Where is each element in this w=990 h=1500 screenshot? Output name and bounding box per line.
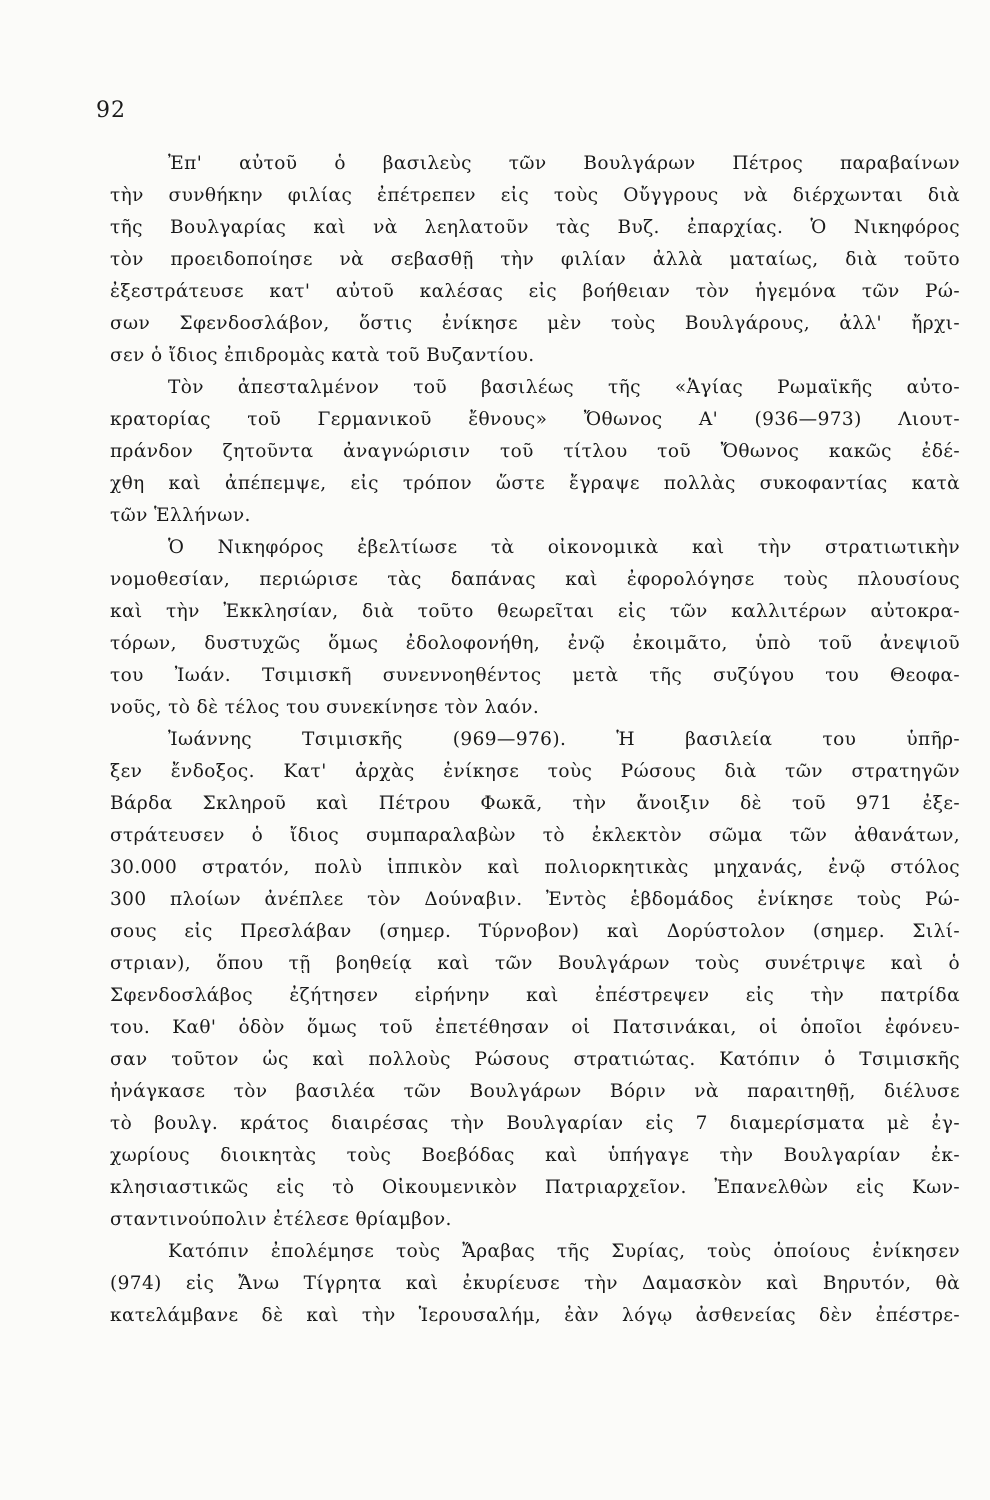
text-line: ἠνάγκασε τὸν βασιλέα τῶν Βουλγάρων Βόριν νὰ παραιτηθῇ, διέλυσε <box>110 1081 960 1102</box>
text-line: σαν τοῦτον ὡς καὶ πολλοὺς Ρώσους στρατιώτας. Κατόπιν ὁ Τσιμισκῆς <box>110 1049 960 1070</box>
text-line: τὴν συνθήκην φιλίας ἐπέτρεπεν εἰς τοὺς Οὔγγρους νὰ διέρχωνται διὰ <box>110 185 960 206</box>
section-heading-line: Ἰωάννης Τσιμισκῆς (969—976). Ἡ βασιλεία του ὑπῆρ- <box>168 729 960 750</box>
body-text <box>110 148 960 1332</box>
text-line: στράτευσεν ὁ ἴδιος συμπαραλαβὼν τὸ ἐκλεκτὸν σῶμα τῶν ἀθανάτων, <box>110 825 960 846</box>
text-line: χθη καὶ ἀπέπεμψε, εἰς τρόπον ὥστε ἔγραψε πολλὰς συκοφαντίας κατὰ <box>110 473 960 494</box>
text-line: καὶ τὴν Ἐκκλησίαν, διὰ τοῦτο θεωρεῖται εἰς τῶν καλλιτέρων αὐτοκρα- <box>110 601 960 622</box>
text-line: στριαν), ὅπου τῇ βοηθείᾳ καὶ τῶν Βουλγάρων τοὺς συνέτριψε καὶ ὁ <box>110 953 960 974</box>
text-line: τὸ βουλγ. κράτος διαιρέσας τὴν Βουλγαρίαν εἰς 7 διαμερίσματα μὲ ἐγ- <box>110 1113 960 1134</box>
text-line: σους εἰς Πρεσλάβαν (σημερ. Τύρνοβον) καὶ Δορύστολον (σημερ. Σιλί- <box>110 921 960 942</box>
text-line: Κατόπιν ἐπολέμησε τοὺς Ἄραβας τῆς Συρίας, τοὺς ὁποίους ἐνίκησεν <box>168 1241 960 1262</box>
text-line: σεν ὁ ἴδιος ἐπιδρομὰς κατὰ τοῦ Βυζαντίου. <box>110 345 535 366</box>
text-line: Ὁ Νικηφόρος ἐβελτίωσε τὰ οἰκονομικὰ καὶ τὴν στρατιωτικὴν <box>168 537 960 558</box>
page-number: 92 <box>96 98 126 123</box>
text-line: Σφενδοσλάβος ἐζήτησεν εἰρήνην καὶ ἐπέστρεψεν εἰς τὴν πατρίδα <box>110 985 960 1006</box>
text-line: κατελάμβανε δὲ καὶ τὴν Ἱερουσαλήμ, ἐὰν λόγῳ ἀσθενείας δὲν ἐπέστρε- <box>110 1305 960 1326</box>
text-line: του Ἰωάν. Τσιμισκῆ συνεννοηθέντος μετὰ τῆς συζύγου του Θεοφα- <box>110 665 960 686</box>
text-line: 300 πλοίων ἀνέπλεε τὸν Δούναβιν. Ἐντὸς ἑβδομάδος ἐνίκησε τοὺς Ρώ- <box>110 889 960 910</box>
text-line: ξεν ἔνδοξος. Κατ' ἀρχὰς ἐνίκησε τοὺς Ρώσους διὰ τῶν στρατηγῶν <box>110 761 960 782</box>
text-line: (974) εἰς Ἄνω Τίγρητα καὶ ἐκυρίευσε τὴν Δαμασκὸν καὶ Βηρυτόν, θὰ <box>110 1273 960 1294</box>
text-line: χωρίους διοικητὰς τοὺς Βοεβόδας καὶ ὑπήγαγε τὴν Βουλγαρίαν ἐκ- <box>110 1145 960 1166</box>
text-line: σταντινούπολιν ἐτέλεσε θρίαμβον. <box>110 1209 452 1230</box>
text-line: τόρων, δυστυχῶς ὅμως ἐδολοφονήθη, ἐνῷ ἐκοιμᾶτο, ὑπὸ τοῦ ἀνεψιοῦ <box>110 633 960 654</box>
text-line: 30.000 στρατόν, πολὺ ἱππικὸν καὶ πολιορκητικὰς μηχανάς, ἐνῷ στόλος <box>110 857 960 878</box>
text-line: νοῦς, τὸ δὲ τέλος του συνεκίνησε τὸν λαόν. <box>110 697 540 718</box>
text-line: του. Καθ' ὁδὸν ὅμως τοῦ ἐπετέθησαν οἱ Πατσινάκαι, οἱ ὁποῖοι ἐφόνευ- <box>110 1017 960 1038</box>
text-line: Ἐπ' αὐτοῦ ὁ βασιλεὺς τῶν Βουλγάρων Πέτρος παραβαίνων <box>168 153 960 174</box>
text-line: Βάρδα Σκληροῦ καὶ Πέτρου Φωκᾶ, τὴν ἄνοιξιν δὲ τοῦ 971 ἐξε- <box>110 793 960 814</box>
text-line: σων Σφενδοσλάβον, ὅστις ἐνίκησε μὲν τοὺς Βουλγάρους, ἀλλ' ἤρχι- <box>110 313 960 334</box>
text-line: κρατορίας τοῦ Γερμανικοῦ ἔθνους» Ὄθωνος Α' (936—973) Λιουτ- <box>110 409 960 430</box>
text-line: τῶν Ἑλλήνων. <box>110 505 251 526</box>
text-line: τὸν προειδοποίησε νὰ σεβασθῇ τὴν φιλίαν ἀλλὰ ματαίως, διὰ τοῦτο <box>110 249 960 270</box>
text-line: τῆς Βουλγαρίας καὶ νὰ λεηλατοῦν τὰς Βυζ. ἐπαρχίας. Ὁ Νικηφόρος <box>110 217 960 238</box>
text-line: νομοθεσίαν, περιώρισε τὰς δαπάνας καὶ ἐφορολόγησε τοὺς πλουσίους <box>110 569 960 590</box>
text-line: πράνδον ζητοῦντα ἀναγνώρισιν τοῦ τίτλου τοῦ Ὄθωνος κακῶς ἐδέ- <box>110 441 960 462</box>
text-line: κλησιαστικῶς εἰς τὸ Οἰκουμενικὸν Πατριαρχεῖον. Ἐπανελθὼν εἰς Κων- <box>110 1177 960 1198</box>
text-line: Τὸν ἀπεσταλμένον τοῦ βασιλέως τῆς «Ἁγίας Ρωμαϊκῆς αὐτο- <box>168 377 960 398</box>
text-line: ἐξεστράτευσε κατ' αὐτοῦ καλέσας εἰς βοήθειαν τὸν ἡγεμόνα τῶν Ρώ- <box>110 281 960 302</box>
